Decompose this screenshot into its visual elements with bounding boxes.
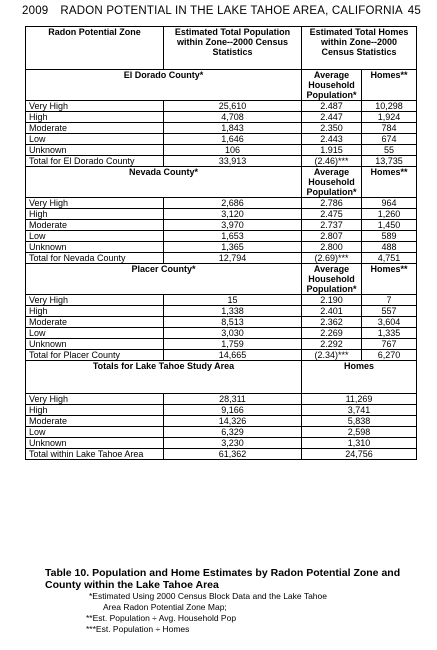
population-cell: 3,970 [164,220,302,231]
population-cell: 4,708 [164,112,302,123]
county-name: Nevada County* [26,167,302,198]
population-cell: 3,230 [164,438,302,449]
table-notes [86,591,416,635]
homes-header: Homes** [362,70,417,101]
table-row [26,123,417,134]
table-row [26,339,417,350]
zone-cell: Total within Lake Tahoe Area [26,449,164,460]
avg-household-cell: 2.487 [302,101,362,112]
zone-cell: Low [26,328,164,339]
homes-cell: 3,741 [302,405,417,416]
county-name: Placer County* [26,264,302,295]
avg-household-cell: 2.475 [302,209,362,220]
totals-row [26,416,417,427]
homes-cell: 589 [362,231,417,242]
col-header-population: Estimated Total Population within Zone--2000 Census Statistics [164,27,302,70]
county-name: El Dorado County* [26,70,302,101]
zone-cell: Total for Nevada County [26,253,164,264]
avg-household-cell: 2.447 [302,112,362,123]
zone-cell: Total for Placer County [26,350,164,361]
totals-row [26,405,417,416]
population-cell: 1,365 [164,242,302,253]
homes-cell: 13,735 [362,156,417,167]
homes-cell: 11,269 [302,394,417,405]
avg-household-cell: 1.915 [302,145,362,156]
avg-household-cell: 2.443 [302,134,362,145]
county-header-row [26,70,417,101]
avg-household-header: Average Household Population* [302,167,362,198]
zone-cell: Moderate [26,317,164,328]
table-row [26,328,417,339]
avg-household-cell: 2.292 [302,339,362,350]
population-cell: 1,653 [164,231,302,242]
population-cell: 15 [164,295,302,306]
table-caption: Table 10. Population and Home Estimates by Radon Potential Zone and County within the Lake Tahoe Area [45,567,401,591]
population-cell: 61,362 [164,449,302,460]
zone-cell: Very High [26,295,164,306]
table-row [26,145,417,156]
avg-household-cell: 2.800 [302,242,362,253]
homes-cell: 1,310 [302,438,417,449]
note-line: Area Radon Potential Zone Map; [103,602,227,612]
zone-cell: Total for El Dorado County [26,156,164,167]
zone-cell: Unknown [26,438,164,449]
page-number: 45 [407,5,421,17]
homes-cell: 7 [362,295,417,306]
homes-cell: 488 [362,242,417,253]
population-cell: 14,326 [164,416,302,427]
zone-cell: Unknown [26,145,164,156]
homes-cell: 6,270 [362,350,417,361]
table-header-row [26,27,417,70]
table-row [26,295,417,306]
table-row [26,112,417,123]
totals-homes-header: Homes [302,361,417,394]
population-cell: 14,665 [164,350,302,361]
population-cell: 1,759 [164,339,302,350]
homes-cell: 4,751 [362,253,417,264]
homes-cell: 767 [362,339,417,350]
avg-household-cell: 2.362 [302,317,362,328]
avg-household-cell: 2.190 [302,295,362,306]
grand-total-row [26,449,417,460]
zone-cell: Very High [26,101,164,112]
zone-cell: Very High [26,394,164,405]
homes-cell: 55 [362,145,417,156]
note-line: *Estimated Using 2000 Census Block Data and the Lake Tahoe [89,591,327,601]
homes-header: Homes** [362,167,417,198]
homes-cell: 5,838 [302,416,417,427]
table-row [26,317,417,328]
population-cell: 9,166 [164,405,302,416]
table-row [26,220,417,231]
note-line: **Est. Population ÷ Avg. Household Pop [86,613,237,623]
zone-cell: High [26,306,164,317]
table-row [26,198,417,209]
zone-cell: High [26,112,164,123]
note-line: ***Est. Population ÷ Homes [86,624,190,634]
zone-cell: Low [26,134,164,145]
homes-cell: 24,756 [302,449,417,460]
zone-cell: Moderate [26,123,164,134]
zone-cell: Low [26,231,164,242]
county-header-row [26,264,417,295]
population-cell: 1,843 [164,123,302,134]
population-cell: 12,794 [164,253,302,264]
population-cell: 8,513 [164,317,302,328]
zone-cell: Low [26,427,164,438]
avg-household-cell: (2.34)*** [302,350,362,361]
col-header-zone: Radon Potential Zone [26,27,164,70]
zone-cell: Moderate [26,220,164,231]
homes-cell: 674 [362,134,417,145]
totals-header-row [26,361,417,394]
avg-household-cell: (2.69)*** [302,253,362,264]
avg-household-cell: (2.46)*** [302,156,362,167]
header-year: 2009 [22,5,49,17]
population-cell: 3,120 [164,209,302,220]
homes-cell: 557 [362,306,417,317]
homes-cell: 3,604 [362,317,417,328]
table-row [26,242,417,253]
table-body [26,27,417,460]
county-total-row [26,253,417,264]
population-cell: 1,338 [164,306,302,317]
zone-cell: Moderate [26,416,164,427]
zone-cell: Unknown [26,339,164,350]
homes-cell: 784 [362,123,417,134]
totals-title: Totals for Lake Tahoe Study Area [26,361,302,394]
zone-cell: Unknown [26,242,164,253]
totals-row [26,438,417,449]
population-cell: 6,329 [164,427,302,438]
table-row [26,306,417,317]
homes-cell: 1,260 [362,209,417,220]
homes-header: Homes** [362,264,417,295]
county-total-row [26,350,417,361]
avg-household-cell: 2.350 [302,123,362,134]
avg-household-cell: 2.737 [302,220,362,231]
population-cell: 2,686 [164,198,302,209]
avg-household-header: Average Household Population* [302,70,362,101]
homes-cell: 1,924 [362,112,417,123]
totals-row [26,394,417,405]
population-cell: 3,030 [164,328,302,339]
population-cell: 28,311 [164,394,302,405]
table-row [26,101,417,112]
avg-household-header: Average Household Population* [302,264,362,295]
col-header-homes: Estimated Total Homes within Zone--2000 Census Statistics [302,27,417,70]
table-row [26,209,417,220]
avg-household-cell: 2.786 [302,198,362,209]
zone-cell: Very High [26,198,164,209]
county-header-row [26,167,417,198]
population-cell: 25,610 [164,101,302,112]
totals-row [26,427,417,438]
zone-cell: High [26,209,164,220]
zone-cell: High [26,405,164,416]
population-cell: 33,913 [164,156,302,167]
table-row [26,134,417,145]
header-title: RADON POTENTIAL IN THE LAKE TAHOE AREA, CALIFORNIA [60,5,403,17]
homes-cell: 2,598 [302,427,417,438]
population-cell: 106 [164,145,302,156]
page-header [22,5,421,17]
homes-cell: 10,298 [362,101,417,112]
homes-cell: 1,450 [362,220,417,231]
avg-household-cell: 2.269 [302,328,362,339]
county-total-row [26,156,417,167]
table-row [26,231,417,242]
homes-cell: 1,335 [362,328,417,339]
avg-household-cell: 2.807 [302,231,362,242]
homes-cell: 964 [362,198,417,209]
population-cell: 1,646 [164,134,302,145]
radon-table [25,26,417,460]
avg-household-cell: 2.401 [302,306,362,317]
